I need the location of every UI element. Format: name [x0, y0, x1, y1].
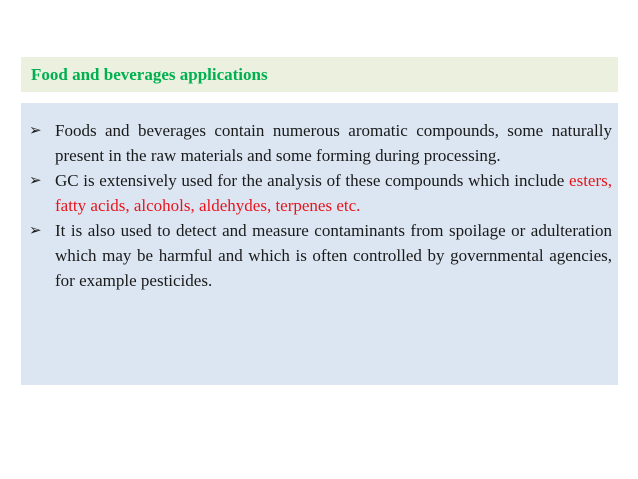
content-panel — [21, 103, 618, 385]
slide-title: Food and beverages applications — [31, 65, 268, 84]
bullet-text: GC is extensively used for the analysis of these compounds which include — [55, 171, 570, 190]
bullet-list — [29, 118, 612, 293]
bullet-item — [29, 218, 612, 293]
bullet-item — [29, 168, 612, 218]
arrow-bullet-icon: ➢ — [29, 121, 42, 139]
highlighted-compounds: esters, fatty acids, alcohols, aldehydes, terpenes etc. — [55, 171, 612, 215]
arrow-bullet-icon: ➢ — [29, 171, 42, 189]
bullet-text: Foods and beverages contain numerous aromatic compounds, some naturally present in the raw materials and some forming during processing. — [55, 121, 612, 165]
bullet-item — [29, 118, 612, 168]
arrow-bullet-icon: ➢ — [29, 221, 42, 239]
bullet-text: It is also used to detect and measure contaminants from spoilage or adulteration which may be harmful and which is often controlled by governmental agencies, for example pesticides. — [55, 221, 612, 290]
title-bar — [21, 57, 618, 92]
